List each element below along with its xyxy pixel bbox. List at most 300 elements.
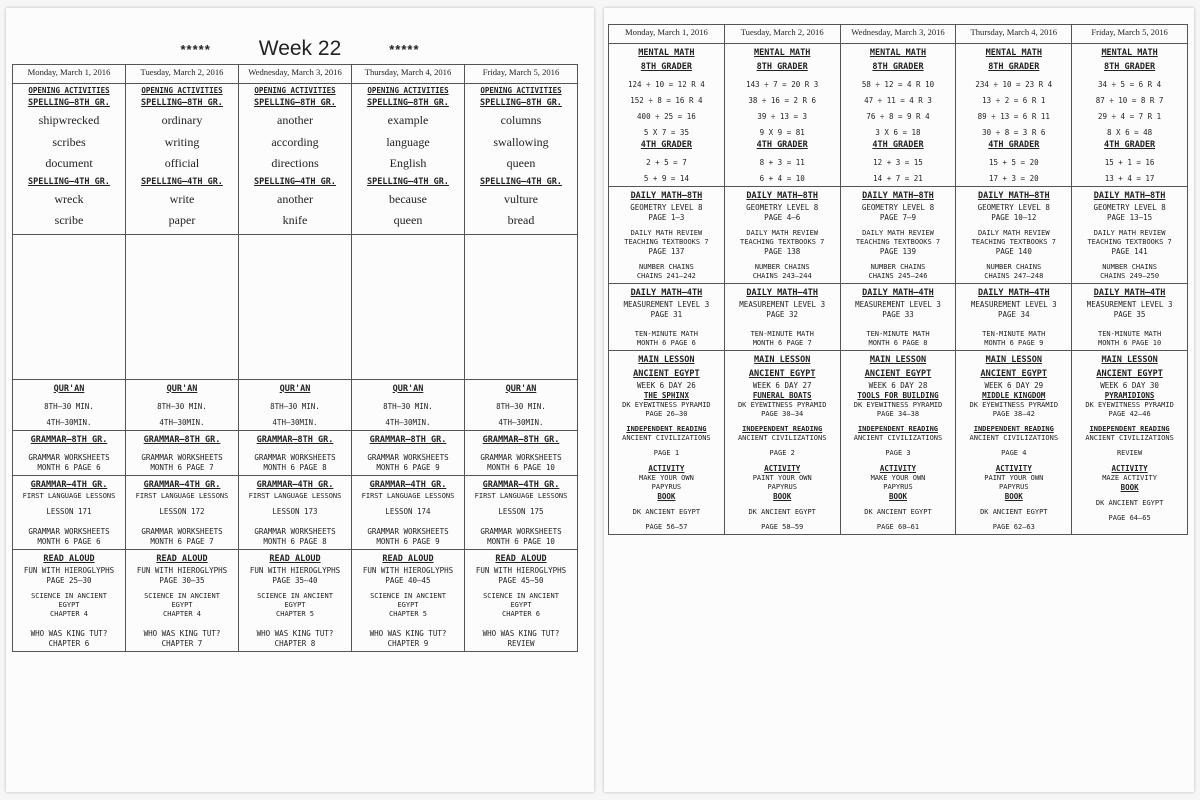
dk-ancient-egypt-pages: PAGE 62–63 bbox=[992, 523, 1035, 531]
day-header: Friday, March 5, 2016 bbox=[1072, 25, 1188, 44]
activity-line: PAPYRUS bbox=[999, 483, 1029, 491]
opening-activities-label: OPENING ACTIVITIES bbox=[28, 86, 110, 95]
math-problem: 143 ÷ 7 = 20 R 3 bbox=[746, 80, 819, 89]
ten-minute-math: TEN-MINUTE MATH bbox=[982, 330, 1046, 338]
math-problem: 38 ÷ 16 = 2 R 6 bbox=[748, 96, 817, 105]
ten-minute-page: MONTH 6 PAGE 8 bbox=[868, 339, 928, 347]
spelling-word: because bbox=[389, 191, 427, 206]
number-chains-range: CHAINS 245–246 bbox=[868, 272, 928, 280]
spelling-cell bbox=[352, 84, 465, 235]
grade-8-label: 8TH GRADER bbox=[640, 62, 692, 72]
dk-pyramid-pages: PAGE 26–30 bbox=[645, 410, 688, 418]
opening-activities-label: OPENING ACTIVITIES bbox=[141, 86, 223, 95]
grammar-4th-cell bbox=[239, 475, 352, 549]
spelling-word: queen bbox=[393, 213, 423, 227]
math-problem: 8 + 3 = 11 bbox=[759, 158, 805, 167]
number-chains-range: CHAINS 247–248 bbox=[984, 272, 1044, 280]
spacer bbox=[466, 517, 576, 527]
activity-line: PAPYRUS bbox=[651, 483, 682, 491]
mental-math-cell bbox=[609, 44, 725, 187]
spelling-word: columns bbox=[500, 113, 542, 127]
geometry-book: GEOMETRY LEVEL 8 bbox=[861, 203, 935, 212]
science-book: SCIENCE IN ANCIENT bbox=[370, 591, 446, 600]
spacer bbox=[842, 320, 955, 330]
king-tut-book: WHO WAS KING TUT? bbox=[369, 628, 447, 638]
book-label: BOOK bbox=[1004, 492, 1023, 501]
ancient-egypt-label: ANCIENT EGYPT bbox=[633, 369, 700, 379]
daily-math-review: DAILY MATH REVIEW bbox=[630, 229, 703, 237]
quran-cell bbox=[352, 379, 465, 430]
quran-8th: 8TH—30 MIN. bbox=[44, 401, 94, 411]
lesson-week-day: WEEK 6 DAY 28 bbox=[868, 381, 928, 390]
dk-ancient-egypt-book: DK ANCIENT EGYPT bbox=[864, 508, 932, 516]
read-aloud-cell bbox=[126, 549, 239, 651]
geometry-book: GEOMETRY LEVEL 8 bbox=[1093, 203, 1166, 212]
geometry-pages: PAGE 10–12 bbox=[991, 213, 1037, 222]
spelling-word: scribes bbox=[52, 134, 86, 149]
daily-math-8th-label: DAILY MATH—8TH bbox=[630, 191, 703, 201]
daily-math-4th-label: DAILY MATH—4TH bbox=[746, 288, 819, 298]
activity-line: PAINT YOUR OWN bbox=[752, 474, 812, 482]
spacer bbox=[353, 619, 463, 629]
math-problem: 152 ÷ 8 = 16 R 4 bbox=[630, 96, 703, 105]
quran-cell bbox=[13, 379, 126, 430]
hieroglyphs-book: FUN WITH HIEROGLYPHS bbox=[362, 565, 454, 575]
day-header: Wednesday, March 3, 2016 bbox=[840, 25, 956, 44]
spelling-word: official bbox=[164, 156, 200, 170]
quran-label: QUR'AN bbox=[279, 383, 311, 394]
spelling-word: bread bbox=[507, 213, 535, 227]
daily-math-8th-label: DAILY MATH—8TH bbox=[746, 191, 819, 201]
dk-pyramid-book: DK EYEWITNESS PYRAMID bbox=[969, 401, 1059, 409]
hieroglyphs-book: FUN WITH HIEROGLYPHS bbox=[249, 565, 341, 575]
grammar-4th-label: GRAMMAR—4TH GR. bbox=[369, 479, 447, 490]
ten-minute-page: MONTH 6 PAGE 6 bbox=[636, 339, 696, 347]
math-problem: 34 ÷ 5 = 6 R 4 bbox=[1097, 80, 1162, 89]
day-header: Thursday, March 4, 2016 bbox=[352, 65, 465, 84]
grammar-worksheets: GRAMMAR WORKSHEETS bbox=[254, 526, 336, 536]
quran-row bbox=[13, 379, 578, 430]
activity-label: ACTIVITY bbox=[1111, 464, 1148, 473]
main-lesson-label: MAIN LESSON bbox=[985, 355, 1042, 365]
ancient-civilizations-page: PAGE 1 bbox=[653, 449, 680, 457]
lesson-week-day: WEEK 6 DAY 27 bbox=[752, 381, 812, 390]
grammar-page: MONTH 6 PAGE 8 bbox=[263, 536, 327, 546]
read-aloud-label: READ ALOUD bbox=[43, 553, 95, 564]
grade-8-label: 8TH GRADER bbox=[872, 62, 924, 72]
independent-reading-label: INDEPENDENT READING bbox=[742, 425, 823, 433]
review-page: PAGE 140 bbox=[995, 247, 1032, 256]
spacer bbox=[1073, 320, 1186, 330]
spelling-word: write bbox=[169, 191, 195, 206]
grade-8-label: 8TH GRADER bbox=[1104, 62, 1156, 72]
grammar-page: MONTH 6 PAGE 10 bbox=[487, 462, 555, 472]
king-tut-book: WHO WAS KING TUT? bbox=[30, 628, 108, 638]
daily-math-review: DAILY MATH REVIEW bbox=[1093, 229, 1166, 237]
teaching-textbooks: TEACHING TEXTBOOKS 7 bbox=[855, 238, 941, 246]
day-header: Monday, March 1, 2016 bbox=[13, 65, 126, 84]
math-problem: 400 ÷ 25 = 16 bbox=[637, 112, 696, 121]
math-problem: 14 + 7 = 21 bbox=[873, 174, 923, 183]
ancient-civilizations-book: ANCIENT CIVILIZATIONS bbox=[1085, 434, 1174, 442]
read-aloud-row bbox=[13, 549, 578, 651]
math-problem: 5 X 7 = 35 bbox=[643, 128, 689, 137]
day-header: Friday, March 5, 2016 bbox=[465, 65, 578, 84]
daily-math-review: DAILY MATH REVIEW bbox=[862, 229, 934, 237]
blank-area bbox=[466, 237, 576, 377]
ten-minute-math: TEN-MINUTE MATH bbox=[750, 330, 814, 338]
lesson-week-day: WEEK 6 DAY 30 bbox=[1100, 381, 1159, 390]
king-tut-chapter: CHAPTER 6 bbox=[48, 638, 90, 648]
ten-minute-page: MONTH 6 PAGE 7 bbox=[752, 339, 812, 347]
ten-minute-page: MONTH 6 PAGE 10 bbox=[1097, 339, 1162, 347]
math-problem: 17 + 3 = 20 bbox=[988, 174, 1039, 183]
measurement-book: MEASUREMENT LEVEL 3 bbox=[855, 300, 941, 309]
grammar-8th-label: GRAMMAR—8TH GR. bbox=[369, 434, 447, 445]
grammar-worksheets: GRAMMAR WORKSHEETS bbox=[480, 452, 562, 462]
spelling-word: English bbox=[389, 156, 427, 170]
daily-math-8th-cell bbox=[609, 187, 725, 284]
activity-line: PAPYRUS bbox=[883, 483, 913, 491]
grammar-4th-cell bbox=[126, 475, 239, 549]
mental-math-label: MENTAL MATH bbox=[1101, 48, 1158, 58]
math-problem: 76 ÷ 8 = 9 R 4 bbox=[866, 112, 930, 121]
dk-ancient-egypt-pages: PAGE 60–61 bbox=[876, 523, 920, 531]
spelling-word: vulture bbox=[504, 191, 538, 206]
math-problem: 124 ÷ 10 = 12 R 4 bbox=[628, 80, 705, 89]
blank-area bbox=[127, 237, 237, 377]
grade-8-label: 8TH GRADER bbox=[988, 62, 1040, 72]
spelling-4th-label: SPELLING—4TH GR. bbox=[480, 176, 562, 187]
number-chains-range: CHAINS 243–244 bbox=[752, 272, 812, 280]
teaching-textbooks: TEACHING TEXTBOOKS 7 bbox=[624, 238, 709, 246]
spelling-4th-label: SPELLING—4TH GR. bbox=[367, 176, 449, 187]
mental-math-cell bbox=[840, 44, 956, 187]
spelling-word: according bbox=[271, 134, 319, 149]
daily-math-4th-cell bbox=[609, 284, 725, 351]
activity-line: MAKE YOUR OWN bbox=[870, 474, 926, 482]
daily-math-8th-label: DAILY MATH—8TH bbox=[1093, 191, 1166, 201]
lesson-topic: THE SPHINX bbox=[643, 391, 689, 400]
day-header: Tuesday, March 2, 2016 bbox=[724, 25, 840, 44]
ten-minute-math: TEN-MINUTE MATH bbox=[634, 330, 698, 338]
hieroglyphs-pages: PAGE 35–40 bbox=[272, 575, 318, 585]
independent-reading-label: INDEPENDENT READING bbox=[1089, 425, 1170, 433]
review-page: PAGE 137 bbox=[648, 247, 685, 256]
blank-area bbox=[240, 237, 350, 377]
grammar-worksheets: GRAMMAR WORKSHEETS bbox=[367, 452, 449, 462]
fll-lesson: LESSON 173 bbox=[272, 506, 318, 516]
math-problem: 15 + 5 = 20 bbox=[988, 158, 1039, 167]
lesson-topic: FUNERAL BOATS bbox=[752, 391, 812, 400]
quran-4th: 4TH—30MIN. bbox=[385, 417, 431, 427]
spacer bbox=[466, 619, 576, 629]
dk-pyramid-pages: PAGE 42–46 bbox=[1108, 410, 1151, 418]
main-lesson-label: MAIN LESSON bbox=[754, 355, 811, 365]
number-chains: NUMBER CHAINS bbox=[639, 263, 694, 271]
math-problem: 8 X 6 = 48 bbox=[1107, 128, 1153, 137]
first-language-lessons: FIRST LANGUAGE LESSONS bbox=[22, 491, 116, 500]
activity-label: ACTIVITY bbox=[764, 464, 801, 473]
mental-math-label: MENTAL MATH bbox=[985, 48, 1042, 58]
quran-label: QUR'AN bbox=[505, 383, 537, 394]
grammar-8th-row bbox=[13, 430, 578, 475]
spelling-word: document bbox=[45, 156, 93, 170]
measurement-page: PAGE 32 bbox=[766, 310, 798, 319]
blank-area bbox=[353, 237, 463, 377]
spelling-word: paper bbox=[168, 213, 196, 227]
science-book-line2: EGYPT bbox=[171, 600, 193, 609]
grammar-worksheets: GRAMMAR WORKSHEETS bbox=[141, 526, 223, 536]
dk-ancient-egypt-pages: PAGE 64–65 bbox=[1108, 514, 1151, 522]
read-aloud-label: READ ALOUD bbox=[269, 553, 321, 564]
math-problem: 30 ÷ 8 = 3 R 6 bbox=[982, 128, 1046, 137]
grammar-4th-row bbox=[13, 475, 578, 549]
read-aloud-cell bbox=[352, 549, 465, 651]
daily-math-4th-row bbox=[609, 284, 1188, 351]
grammar-8th-label: GRAMMAR—8TH GR. bbox=[256, 434, 334, 445]
independent-reading-label: INDEPENDENT READING bbox=[973, 425, 1054, 433]
dk-pyramid-pages: PAGE 30–34 bbox=[761, 410, 804, 418]
ancient-egypt-label: ANCIENT EGYPT bbox=[980, 369, 1048, 379]
geometry-pages: PAGE 4–6 bbox=[764, 213, 801, 222]
grammar-4th-cell bbox=[13, 475, 126, 549]
grade-4-label: 4TH GRADER bbox=[988, 140, 1040, 150]
right-planner-page bbox=[604, 8, 1194, 792]
hieroglyphs-book: FUN WITH HIEROGLYPHS bbox=[23, 565, 115, 575]
grammar-page: MONTH 6 PAGE 6 bbox=[37, 462, 101, 472]
king-tut-book: WHO WAS KING TUT? bbox=[143, 628, 221, 638]
grammar-page: MONTH 6 PAGE 8 bbox=[263, 462, 327, 472]
hieroglyphs-pages: PAGE 40–45 bbox=[385, 575, 431, 585]
science-book: SCIENCE IN ANCIENT bbox=[257, 591, 333, 600]
first-language-lessons: FIRST LANGUAGE LESSONS bbox=[248, 491, 342, 500]
day-header: Thursday, March 4, 2016 bbox=[956, 25, 1072, 44]
book-label: BOOK bbox=[657, 492, 676, 501]
spacer bbox=[240, 619, 350, 629]
geometry-book: GEOMETRY LEVEL 8 bbox=[630, 203, 703, 212]
math-problem: 87 ÷ 10 = 8 R 7 bbox=[1095, 96, 1164, 105]
spelling-8th-label: SPELLING—8TH GR. bbox=[480, 98, 562, 108]
left-day-header-row bbox=[13, 65, 578, 84]
grammar-worksheets: GRAMMAR WORKSHEETS bbox=[28, 452, 110, 462]
right-day-header-row bbox=[609, 25, 1188, 44]
activity-label: ACTIVITY bbox=[879, 464, 917, 473]
teaching-textbooks: TEACHING TEXTBOOKS 7 bbox=[1087, 238, 1172, 246]
spacer bbox=[726, 320, 839, 330]
science-book: SCIENCE IN ANCIENT bbox=[31, 591, 107, 600]
lesson-week-day: WEEK 6 DAY 26 bbox=[637, 381, 696, 390]
fll-lesson: LESSON 175 bbox=[498, 506, 544, 516]
spacer bbox=[14, 619, 124, 629]
activity-line: PAINT YOUR OWN bbox=[984, 474, 1044, 482]
math-problem: 9 X 9 = 81 bbox=[759, 128, 805, 137]
science-chapter: CHAPTER 6 bbox=[502, 609, 540, 618]
daily-math-8th-label: DAILY MATH—8TH bbox=[977, 191, 1050, 201]
week-title-bar bbox=[6, 34, 594, 64]
grammar-4th-label: GRAMMAR—4TH GR. bbox=[30, 479, 108, 490]
ancient-civilizations-page: PAGE 3 bbox=[885, 449, 911, 457]
daily-math-8th-label: DAILY MATH—8TH bbox=[862, 191, 934, 201]
blank-cell bbox=[239, 234, 352, 379]
measurement-page: PAGE 34 bbox=[997, 310, 1030, 319]
measurement-book: MEASUREMENT LEVEL 3 bbox=[623, 300, 710, 309]
daily-math-4th-label: DAILY MATH—4TH bbox=[630, 288, 703, 298]
dk-pyramid-book: DK EYEWITNESS PYRAMID bbox=[853, 401, 943, 409]
ancient-civilizations-page: PAGE 4 bbox=[1001, 449, 1027, 457]
ancient-civilizations-book: ANCIENT CIVILIZATIONS bbox=[853, 434, 943, 442]
spelling-word: knife bbox=[282, 213, 308, 227]
math-problem: 6 + 4 = 10 bbox=[759, 174, 805, 183]
ancient-civilizations-page: PAGE 2 bbox=[769, 449, 795, 457]
read-aloud-cell bbox=[465, 549, 578, 651]
activity-label: ACTIVITY bbox=[648, 464, 685, 473]
dk-ancient-egypt-book: DK ANCIENT EGYPT bbox=[632, 508, 701, 516]
measurement-page: PAGE 35 bbox=[1113, 310, 1146, 319]
spelling-cell bbox=[13, 84, 126, 235]
left-planner-page bbox=[6, 8, 594, 792]
math-problem: 234 ÷ 10 = 23 R 4 bbox=[975, 80, 1053, 89]
quran-label: QUR'AN bbox=[392, 383, 424, 394]
grammar-page: MONTH 6 PAGE 7 bbox=[150, 536, 214, 546]
ten-minute-page: MONTH 6 PAGE 9 bbox=[984, 339, 1044, 347]
grammar-page: MONTH 6 PAGE 9 bbox=[376, 536, 440, 546]
mental-math-cell bbox=[956, 44, 1072, 187]
spelling-word: writing bbox=[164, 134, 200, 149]
king-tut-book: WHO WAS KING TUT? bbox=[482, 628, 560, 638]
dk-pyramid-pages: PAGE 34–38 bbox=[876, 410, 920, 418]
quran-8th: 8TH—30 MIN. bbox=[383, 401, 433, 411]
measurement-page: PAGE 33 bbox=[882, 310, 914, 319]
daily-math-4th-label: DAILY MATH—4TH bbox=[977, 288, 1050, 298]
spacer bbox=[353, 517, 463, 527]
grade-4-label: 4TH GRADER bbox=[872, 140, 924, 150]
math-problem: 39 ÷ 13 = 3 bbox=[757, 112, 808, 121]
quran-cell bbox=[239, 379, 352, 430]
daily-math-8th-cell bbox=[840, 187, 956, 284]
ancient-civilizations-book: ANCIENT CIVILIZATIONS bbox=[969, 434, 1059, 442]
book-label: BOOK bbox=[888, 492, 908, 501]
day-header: Wednesday, March 3, 2016 bbox=[239, 65, 352, 84]
spelling-4th-label: SPELLING—4TH GR. bbox=[254, 176, 336, 187]
first-language-lessons: FIRST LANGUAGE LESSONS bbox=[474, 491, 568, 500]
review-page: PAGE 141 bbox=[1111, 247, 1148, 256]
king-tut-chapter: CHAPTER 9 bbox=[387, 638, 429, 648]
fll-lesson: LESSON 174 bbox=[385, 506, 431, 516]
science-book: SCIENCE IN ANCIENT bbox=[483, 591, 559, 600]
week-title: Week 22 bbox=[258, 37, 342, 60]
daily-math-4th-label: DAILY MATH—4TH bbox=[1093, 288, 1166, 298]
grade-4-label: 4TH GRADER bbox=[1104, 140, 1156, 150]
math-problem: 3 X 6 = 18 bbox=[875, 128, 921, 137]
grammar-4th-cell bbox=[352, 475, 465, 549]
independent-reading-label: INDEPENDENT READING bbox=[626, 425, 707, 433]
spelling-word: language bbox=[386, 134, 430, 149]
grade-4-label: 4TH GRADER bbox=[756, 140, 808, 150]
spelling-cell bbox=[126, 84, 239, 235]
science-book-line2: EGYPT bbox=[397, 600, 419, 609]
daily-math-review: DAILY MATH REVIEW bbox=[746, 229, 819, 237]
daily-math-8th-cell bbox=[956, 187, 1072, 284]
measurement-page: PAGE 31 bbox=[650, 310, 683, 319]
number-chains: NUMBER CHAINS bbox=[1102, 263, 1157, 271]
science-book-line2: EGYPT bbox=[284, 600, 306, 609]
first-language-lessons: FIRST LANGUAGE LESSONS bbox=[361, 491, 455, 500]
main-lesson-label: MAIN LESSON bbox=[869, 355, 927, 365]
ancient-egypt-label: ANCIENT EGYPT bbox=[748, 369, 816, 379]
ancient-civilizations-page: REVIEW bbox=[1116, 449, 1143, 457]
mental-math-cell bbox=[724, 44, 840, 187]
dk-ancient-egypt-book: DK ANCIENT EGYPT bbox=[748, 508, 816, 516]
fll-lesson: LESSON 171 bbox=[46, 506, 92, 516]
quran-cell bbox=[126, 379, 239, 430]
hieroglyphs-pages: PAGE 45–50 bbox=[498, 575, 544, 585]
mental-math-cell bbox=[1072, 44, 1188, 187]
grammar-page: MONTH 6 PAGE 10 bbox=[487, 536, 555, 546]
right-schedule-grid bbox=[608, 24, 1188, 535]
grammar-page: MONTH 6 PAGE 6 bbox=[37, 536, 101, 546]
daily-math-4th-label: DAILY MATH—4TH bbox=[862, 288, 934, 298]
spacer bbox=[957, 320, 1070, 330]
grammar-page: MONTH 6 PAGE 7 bbox=[150, 462, 214, 472]
first-language-lessons: FIRST LANGUAGE LESSONS bbox=[135, 491, 229, 500]
daily-math-8th-row bbox=[609, 187, 1188, 284]
grammar-4th-cell bbox=[465, 475, 578, 549]
read-aloud-label: READ ALOUD bbox=[156, 553, 208, 564]
grammar-worksheets: GRAMMAR WORKSHEETS bbox=[367, 526, 449, 536]
grade-8-label: 8TH GRADER bbox=[756, 62, 808, 72]
grammar-8th-label: GRAMMAR—8TH GR. bbox=[30, 434, 108, 445]
grammar-8th-cell bbox=[126, 430, 239, 475]
king-tut-chapter: REVIEW bbox=[507, 638, 535, 648]
hieroglyphs-pages: PAGE 25–30 bbox=[46, 575, 92, 585]
grammar-worksheets: GRAMMAR WORKSHEETS bbox=[28, 526, 110, 536]
geometry-pages: PAGE 7–9 bbox=[879, 213, 917, 222]
spelling-word: shipwrecked bbox=[38, 113, 100, 127]
spelling-word: scribe bbox=[54, 213, 84, 227]
read-aloud-label: READ ALOUD bbox=[382, 553, 434, 564]
fll-lesson: LESSON 172 bbox=[159, 506, 205, 516]
ten-minute-math: TEN-MINUTE MATH bbox=[866, 330, 930, 338]
activity-line: PAPYRUS bbox=[767, 483, 797, 491]
science-chapter: CHAPTER 4 bbox=[163, 609, 201, 618]
dk-pyramid-book: DK EYEWITNESS PYRAMID bbox=[737, 401, 827, 409]
grammar-8th-cell bbox=[13, 430, 126, 475]
mental-math-label: MENTAL MATH bbox=[869, 48, 927, 58]
king-tut-book: WHO WAS KING TUT? bbox=[256, 628, 334, 638]
grammar-page: MONTH 6 PAGE 9 bbox=[376, 462, 440, 472]
dk-ancient-egypt-pages: PAGE 56–57 bbox=[645, 523, 688, 531]
spelling-8th-label: SPELLING—8TH GR. bbox=[28, 98, 110, 108]
daily-math-4th-cell bbox=[956, 284, 1072, 351]
review-page: PAGE 138 bbox=[764, 247, 801, 256]
review-page: PAGE 139 bbox=[879, 247, 917, 256]
math-problem: 47 ÷ 11 = 4 R 3 bbox=[864, 96, 932, 105]
read-aloud-cell bbox=[239, 549, 352, 651]
quran-label: QUR'AN bbox=[53, 383, 85, 394]
spacer bbox=[240, 517, 350, 527]
spelling-word: another bbox=[277, 113, 313, 127]
measurement-book: MEASUREMENT LEVEL 3 bbox=[1086, 300, 1173, 309]
spelling-word: swallowing bbox=[493, 134, 549, 149]
blank-cell bbox=[352, 234, 465, 379]
main-lesson-row bbox=[609, 351, 1188, 535]
main-lesson-cell bbox=[609, 351, 725, 535]
math-problem: 13 + 4 = 17 bbox=[1104, 174, 1155, 183]
book-label: BOOK bbox=[1120, 483, 1139, 492]
grammar-8th-label: GRAMMAR—8TH GR. bbox=[143, 434, 221, 445]
book-label: BOOK bbox=[773, 492, 792, 501]
